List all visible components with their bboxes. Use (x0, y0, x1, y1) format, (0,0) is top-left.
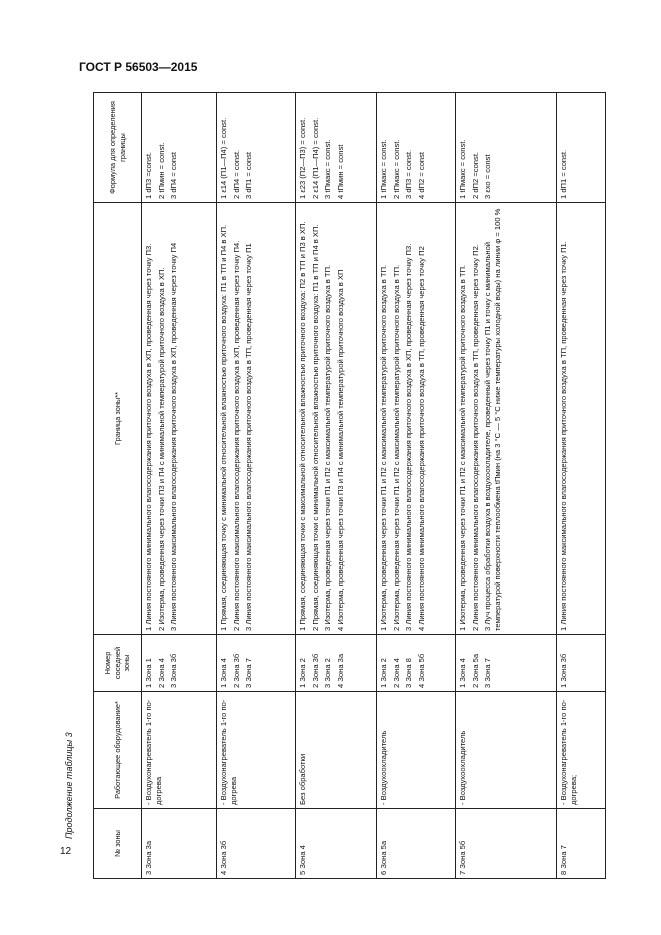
border-item: 2 Изотерма, проведенная через точки П1 и П2 с максимальной температурой приточного воздуха в ТП. (391, 264, 401, 631)
formula-item: 2 dП4 = const. (231, 149, 241, 199)
formula-item: 1 ε23 (П2—П3) = const. (298, 117, 307, 199)
page-number: 12 (60, 846, 72, 857)
border-item: 3 Линия постоянного максимального влагосодержания приточного воздуха в ХП, проведенная через точку П4 (169, 242, 179, 631)
formula-item: 4 tПмин = const (336, 144, 346, 199)
neighbor-item: 2 Зона 3б (310, 653, 320, 688)
table-row (142, 93, 217, 879)
border-item: 3 Изотерма, проведенная через точки П1 и П2 с максимальной температурой приточного воздуха в ТП. (323, 264, 333, 631)
neighbor-item: 1 Зона 3б (559, 653, 568, 688)
formula-item: 2 dП2 =const. (470, 151, 480, 199)
neighbor-item: 2 Зона 4 (391, 658, 401, 688)
border-cell (557, 203, 606, 635)
column-header-zone: № зоны (94, 809, 142, 879)
zone-cell: 7 Зона 5б (456, 809, 557, 879)
border-item: 3 Луч процесса обработки воздуха в воздухоохладителе, проведенный через точку П1 и точку с минимальной температурой поверхности теплообмена tПмин (на 3 °С — 5 °С ниже температуры холодной воды) на линии φ = 100 % (483, 208, 503, 631)
equipment-cell: Без обработки (296, 692, 377, 809)
table-row (377, 93, 456, 879)
table-row (296, 93, 377, 879)
border-item: 2 Линия постоянного минимального влагосодержания приточного воздуха в ТП, проведенная через точку П2. (470, 244, 480, 631)
equipment-cell: - Воздухонагреватель 1-го по-догрева (142, 692, 217, 809)
neighbor-item: 2 Зона 4 (156, 658, 166, 688)
equipment-cell: - Воздухоохладитель (456, 692, 557, 809)
formula-item: 3 εхо = const (483, 154, 493, 199)
formula-item: 1 tПмакс = const. (379, 139, 388, 199)
border-cell (217, 203, 296, 635)
column-header-equipment: Работающее оборудование* (94, 692, 142, 809)
neighbor-item: 3 Зона 2 (323, 658, 333, 688)
formula-item: 1 dП3 =const. (144, 151, 153, 199)
border-item: 2 Изотерма, проведенная через точки П3 и П4 с минимальной температурой приточного воздуха в ХП. (156, 267, 166, 631)
border-item: 4 Изотерма, проведенная через точки П3 и П4 с минимальной температурой приточного воздуха в ХП (336, 269, 346, 631)
neighbor-item: 3 Зона 7 (244, 658, 254, 688)
zone-cell: 3 Зона 3а (142, 809, 217, 879)
neighbor-item: 1 Зона 4 (219, 658, 228, 688)
border-cell (142, 203, 217, 635)
equipment-cell: - Воздухоохладитель (377, 692, 456, 809)
formula-item: 4 dП2 = const (417, 151, 427, 199)
border-item: 1 Линия постоянного минимального влагосодержания приточного воздуха в ХП, проведенная через точку П3. (144, 243, 153, 631)
formula-cell (217, 93, 296, 203)
border-cell (296, 203, 377, 635)
formula-item: 1 ε14 (П1—П4) = const. (219, 117, 228, 199)
formula-item: 3 dП1 = const (244, 151, 254, 199)
neighbor-item: 1 Зона 2 (379, 658, 388, 688)
formula-item: 2 tПмакс = const. (391, 139, 401, 199)
neighbor-item: 3 Зона 3б (169, 653, 179, 688)
formula-item: 3 dП3 = const. (404, 149, 414, 199)
border-item: 1 Изотерма, проведенная через точки П1 и П2 с максимальной температурой приточного воздуха в ТП. (379, 264, 388, 631)
equipment-cell: - Воздухонагреватель 1-го по-догрева (217, 692, 296, 809)
neighbor-item: 1 Зона 2 (298, 658, 307, 688)
neighbor-item: 4 Зона 5б (417, 653, 427, 688)
formula-item: 3 tПмакс = const. (323, 139, 333, 199)
neighbor-cell (456, 635, 557, 692)
formula-item: 2 ε14 (П1—П4) = const. (310, 117, 320, 199)
table-row (557, 93, 606, 879)
formula-item: 2 tПмин = const. (156, 142, 166, 199)
zone-cell: 4 Зона 3б (217, 809, 296, 879)
neighbor-item: 4 Зона 3а (336, 653, 346, 688)
neighbor-cell (142, 635, 217, 692)
neighbor-cell (377, 635, 456, 692)
neighbor-item: 1 Зона 1 (144, 658, 153, 688)
neighbor-cell (296, 635, 377, 692)
column-header-neighbor-zone: Номер соседней зоны (94, 635, 142, 692)
border-item: 3 Линия постоянного максимального влагосодержания приточного воздуха в ТП, проведенная через точку П1 (244, 243, 254, 631)
formula-cell (142, 93, 217, 203)
neighbor-item: 2 Зона 5а (470, 653, 480, 688)
formula-item: 3 dП4 = const (169, 151, 179, 199)
table-row (217, 93, 296, 879)
formula-cell (456, 93, 557, 203)
zone-cell: 8 Зона 7 (557, 809, 606, 879)
neighbor-cell (557, 635, 606, 692)
zone-cell: 5 Зона 4 (296, 809, 377, 879)
border-item: 2 Прямая, соединяющая точки с минимальной относительной влажностью приточного воздуха: П1 в ТП и П4 в ХП. (310, 224, 320, 631)
formula-cell (557, 93, 606, 203)
column-header-zone-border: Граница зоны** (94, 203, 142, 635)
column-header-formula: Формула для определения границы (94, 93, 142, 203)
formula-item: 1 tПмакс = const. (458, 139, 467, 199)
formula-item: 1 dП1 = const. (559, 149, 568, 199)
border-item: 1 Прямая, соединяющая точки с максимальной относительной влажностью приточного воздуха: П2 в ТП и П3 в ХП. (298, 221, 307, 631)
border-item: 1 Линия постоянного максимального влагосодержания приточного воздуха в ТП, проведенная через точку П1. (559, 241, 568, 631)
border-item: 1 Изотерма, проведенная через точки П1 и П2 с максимальной температурой приточного воздуха в ТП. (458, 264, 467, 631)
formula-cell (377, 93, 456, 203)
border-item: 4 Линия постоянного минимального влагосодержания приточного воздуха в ТП, проведенная через точку П2 (417, 246, 427, 631)
zone-cell: 6 Зона 5а (377, 809, 456, 879)
border-cell (456, 203, 557, 635)
border-item: 2 Линия постоянного максимального влагосодержания приточного воздуха в ХП, проведенная через точку П4. (231, 240, 241, 631)
equipment-cell: - Воздухонагреватель 1-го по-догрева; (557, 692, 606, 809)
neighbor-item: 1 Зона 4 (458, 658, 467, 688)
border-item: 3 Линия постоянного минимального влагосодержания приточного воздуха в ХП, проведенная через точку П3. (404, 243, 414, 631)
neighbor-item: 3 Зона 8 (404, 658, 414, 688)
border-cell (377, 203, 456, 635)
neighbor-item: 3 Зона 7 (483, 658, 493, 688)
document-header: ГОСТ Р 56503—2015 (79, 60, 198, 74)
formula-cell (296, 93, 377, 203)
zones-table (93, 93, 605, 879)
neighbor-item: 2 Зона 3б (231, 653, 241, 688)
table-continuation-caption: Продолжение таблицы 3 (64, 732, 74, 839)
border-item: 1 Прямая, соединяющая точку с минимальной относительной влажностью приточного воздуха: П1 в ТП и П4 в ХП. (219, 224, 228, 631)
table-row (456, 93, 557, 879)
neighbor-cell (217, 635, 296, 692)
